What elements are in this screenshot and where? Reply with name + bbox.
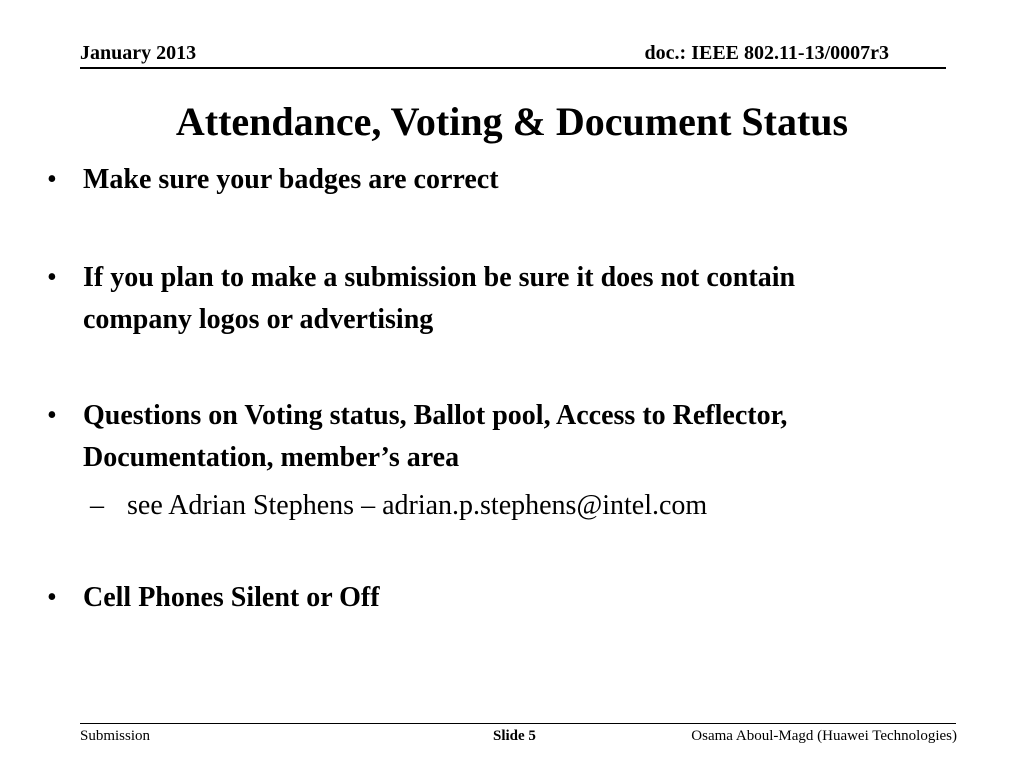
bullet-icon: •	[47, 164, 57, 195]
bullet-3-subitem: see Adrian Stephens – adrian.p.stephens@intel.com	[127, 490, 708, 521]
slide-title: Attendance, Voting & Document Status	[175, 99, 849, 144]
bullet-3-line-2: Documentation, member’s area	[83, 442, 460, 473]
dash-icon: –	[90, 490, 104, 521]
bullet-2-line-1: If you plan to make a submission be sure it does not contain	[83, 262, 796, 293]
header-date: January 2013	[80, 42, 197, 64]
bullet-icon: •	[47, 400, 57, 431]
footer-submission: Submission	[80, 728, 151, 744]
bullet-icon: •	[47, 262, 57, 293]
footer-slide-number: Slide 5	[493, 728, 536, 744]
bullet-icon: •	[47, 582, 57, 613]
bullet-3-line-1: Questions on Voting status, Ballot pool, Access to Reflector,	[83, 400, 788, 431]
bullet-1-text: Make sure your badges are correct	[83, 164, 499, 195]
header-doc-id: doc.: IEEE 802.11-13/0007r3	[644, 42, 889, 64]
footer-rule	[80, 723, 956, 724]
bullet-4-text: Cell Phones Silent or Off	[83, 582, 380, 613]
footer-author: Osama Aboul-Magd (Huawei Technologies)	[691, 728, 957, 744]
bullet-2-line-2: company logos or advertising	[83, 304, 434, 335]
header-rule	[80, 67, 946, 69]
